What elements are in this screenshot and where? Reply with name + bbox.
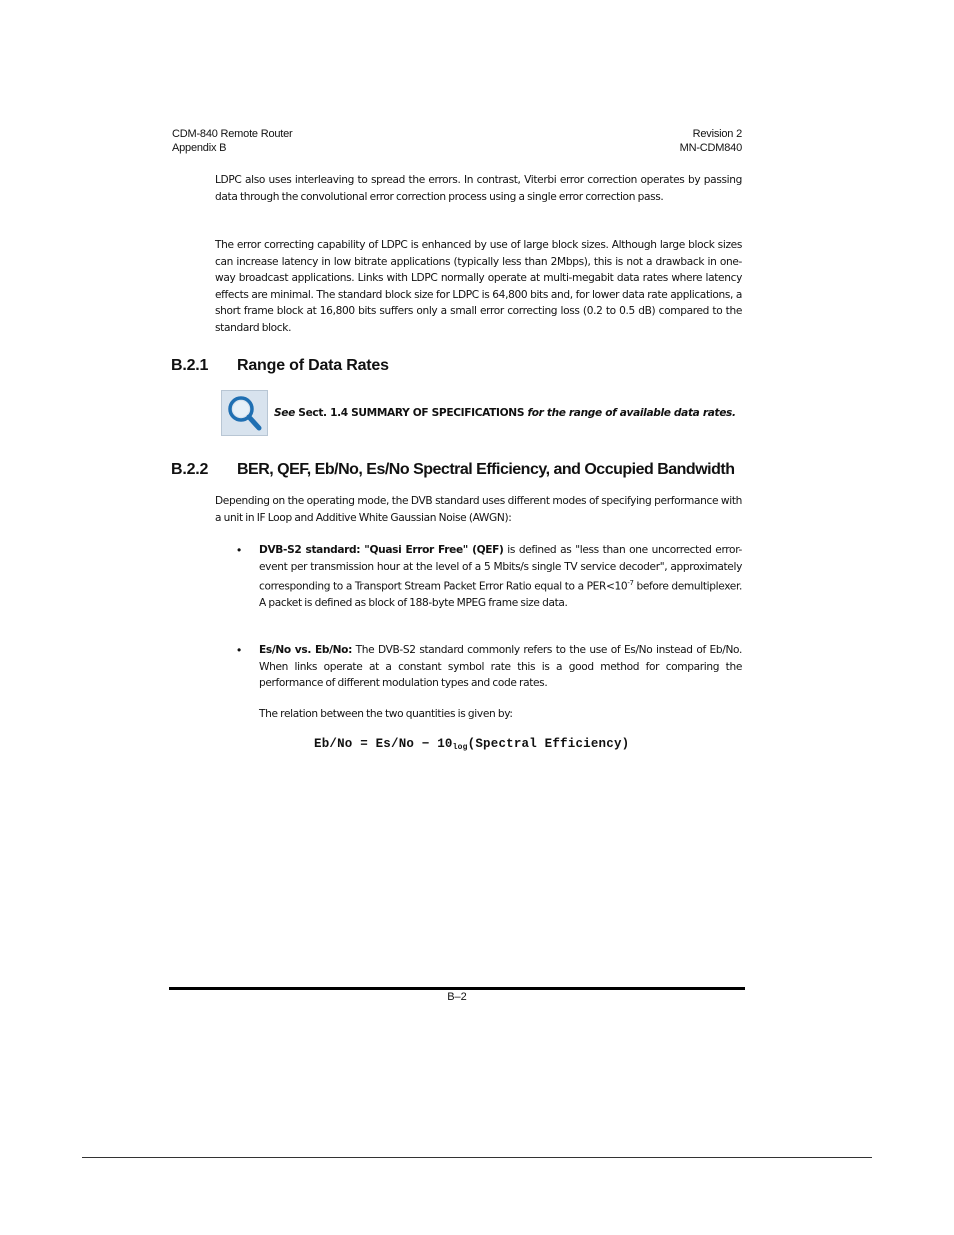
bullet-body: The DVB-S2 standard commonly refers to the use of Es/No instead of Eb/No. When links operate at a constant symbol rate this is a good method for comparing the performance of different modulation types and code rates. xyxy=(259,644,743,690)
outer-page-rule xyxy=(82,1157,872,1158)
bullet-body: is defined as "less than one uncorrected error-event per transmission hour at the level of a 5 Mbits/s single TV service decoder", approximately corresponding to a Transport Stream Packet Error Ratio equal to a PER<10 xyxy=(259,544,742,593)
bullet-lead: DVB-S2 standard: "Quasi Error Free" (QEF) xyxy=(259,544,504,556)
relation-text: The relation between the two quantities is given by: xyxy=(259,708,513,720)
bullet-body-end: before demultiplexer. A packet is defined as block of 188-byte MPEG frame size data. xyxy=(259,580,743,610)
bullet-item-esno xyxy=(259,642,742,692)
bullet-marker: • xyxy=(237,543,242,557)
note-tail: for the range of available data rates. xyxy=(527,407,736,419)
note-see: See xyxy=(274,407,295,419)
note-icon-box xyxy=(221,390,268,436)
section-number: B.2.1 xyxy=(171,357,209,374)
page-number: B–2 xyxy=(447,991,467,1003)
doc-revision-header xyxy=(560,127,742,155)
equation-right: (Spectral Efficiency) xyxy=(467,737,630,751)
section-title: BER, QEF, Eb/No, Es/No Spectral Efficiency, and Occupied Bandwidth xyxy=(237,461,735,478)
doc-title-header xyxy=(172,127,432,155)
header-appendix: Appendix B xyxy=(172,142,227,154)
bullet-item-qef xyxy=(259,542,742,612)
section-title: Range of Data Rates xyxy=(237,357,389,374)
intro-paragraph-1: LDPC also uses interleaving to spread the errors. In contrast, Viterbi error correction operates by passing data through the convolutional error correction process using a single error correction pass. xyxy=(215,174,742,203)
footer-rule xyxy=(169,987,745,990)
note-reference: Sect. 1.4 SUMMARY OF SPECIFICATIONS xyxy=(298,407,525,419)
header-revision: Revision 2 xyxy=(692,128,742,140)
bullet-marker: • xyxy=(237,643,242,657)
note-text xyxy=(274,406,736,420)
section-heading-b22 xyxy=(171,460,746,482)
section-b22-intro: Depending on the operating mode, the DVB standard uses different modes of specifying performance with a unit in IF Loop and Additive White Gaussian Noise (AWGN): xyxy=(215,495,742,524)
intro-paragraph-2: The error correcting capability of LDPC is enhanced by use of large block sizes. Although large block sizes can increase latency in low bitrate applications (typically less than 2Mbps), this is not a drawback in one-way broadcast applications. Links with LDPC normally operate at multi-megabit data rates where latency effects are minimal. The standard block size for LDPC is 64,800 bits and, for lower data rate applications, a short frame block at 16,800 bits suffers only a small error correcting loss (0.2 to 0.5 dB) compared to the standard block. xyxy=(215,239,742,334)
bullet-superscript: -7 xyxy=(627,579,634,588)
bullet-lead: Es/No vs. Eb/No: xyxy=(259,644,352,656)
section-heading-b21 xyxy=(171,356,743,378)
magnifier-icon xyxy=(222,391,267,435)
section-number: B.2.2 xyxy=(171,461,209,478)
equation-subscript: log xyxy=(452,743,468,752)
header-document-name: CDM-840 Remote Router xyxy=(172,128,293,140)
header-manual-number: MN-CDM840 xyxy=(679,142,742,154)
equation-left: Eb/No = Es/No − 10 xyxy=(314,737,453,751)
equation xyxy=(314,737,629,751)
